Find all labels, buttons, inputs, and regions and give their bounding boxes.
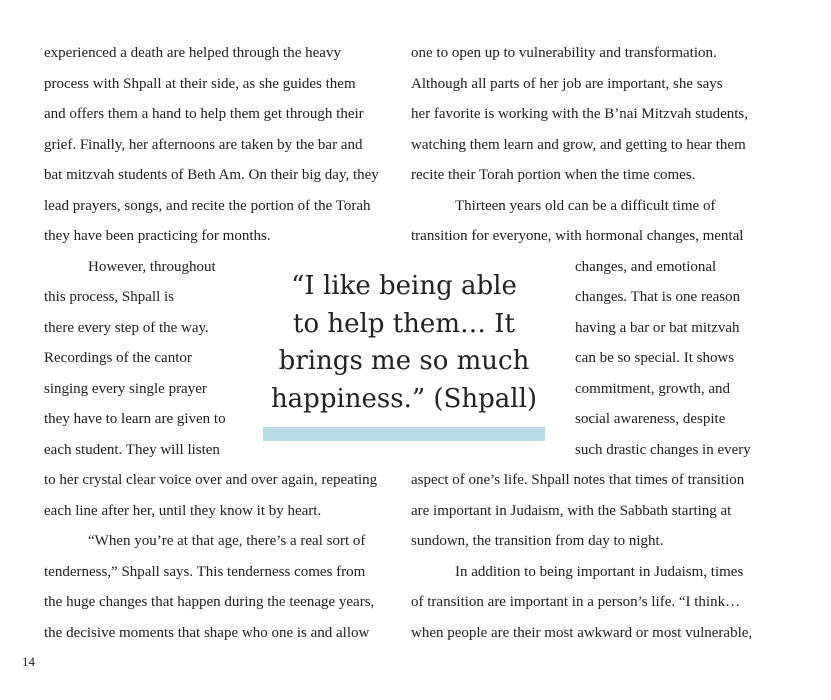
body-line: are important in Judaism, with the Sabbath starting at: [411, 503, 732, 519]
body-line: they have to learn are given to: [44, 411, 226, 427]
pull-quote-line: “I like being able: [291, 271, 517, 301]
body-line: commitment, growth, and: [575, 381, 730, 397]
pull-quote-accent-bar: [263, 427, 545, 441]
body-line: changes, and emotional: [575, 259, 717, 275]
body-line: watching them learn and grow, and getting to hear them: [411, 137, 746, 153]
body-line: Recordings of the cantor: [44, 350, 192, 366]
body-line: social awareness, despite: [575, 411, 726, 427]
body-line: one to open up to vulnerability and transformation.: [411, 45, 717, 61]
body-line: they have been practicing for months.: [44, 228, 271, 244]
body-line: to her crystal clear voice over and over again, repeating: [44, 472, 378, 488]
body-line: In addition to being important in Judaism, times: [455, 564, 744, 580]
body-line: lead prayers, songs, and recite the portion of the Torah: [44, 198, 371, 214]
pull-quote-line: brings me so much: [278, 346, 530, 376]
body-line: when people are their most awkward or most vulnerable,: [411, 625, 753, 641]
page-number: 14: [22, 654, 35, 669]
body-line: However, throughout: [88, 259, 216, 275]
body-line: tenderness,” Shpall says. This tenderness comes from: [44, 564, 366, 580]
body-line: of transition are important in a person’s life. “I think…: [411, 594, 741, 610]
pull-quote: [262, 268, 546, 418]
pull-quote-line: to help them… It: [293, 308, 515, 339]
body-line: each line after her, until they know it by heart.: [44, 503, 322, 519]
body-line: there every step of the way.: [44, 320, 209, 336]
body-line: the decisive moments that shape who one is and allow: [44, 625, 370, 641]
pull-quote-line: happiness.” (Shpall): [270, 383, 538, 414]
body-line: aspect of one’s life. Shpall notes that times of transition: [411, 472, 745, 488]
body-line: Thirteen years old can be a difficult time of: [455, 198, 716, 214]
body-line: experienced a death are helped through the heavy: [44, 45, 341, 61]
body-line: Although all parts of her job are important, she says: [411, 76, 723, 92]
body-line: changes. That is one reason: [575, 289, 741, 305]
body-line: sundown, the transition from day to night.: [411, 533, 664, 549]
body-line: such drastic changes in every: [575, 442, 751, 458]
body-line: transition for everyone, with hormonal changes, mental: [411, 228, 744, 244]
body-line: having a bar or bat mitzvah: [575, 320, 740, 336]
body-line: her favorite is working with the B’nai Mitzvah students,: [411, 106, 749, 122]
body-line: process with Shpall at their side, as she guides them: [44, 76, 356, 92]
body-line: and offers them a hand to help them get through their: [44, 106, 364, 122]
body-line: recite their Torah portion when the time comes.: [411, 167, 696, 183]
body-line: “When you’re at that age, there’s a real sort of: [88, 533, 366, 549]
body-line: bat mitzvah students of Beth Am. On their big day, they: [44, 167, 379, 183]
body-line: singing every single prayer: [44, 381, 207, 397]
body-line: grief. Finally, her afternoons are taken by the bar and: [44, 137, 363, 153]
body-line: each student. They will listen: [44, 442, 220, 458]
body-line: the huge changes that happen during the teenage years,: [44, 594, 375, 610]
body-line: this process, Shpall is: [44, 289, 174, 305]
body-line: can be so special. It shows: [575, 350, 735, 366]
